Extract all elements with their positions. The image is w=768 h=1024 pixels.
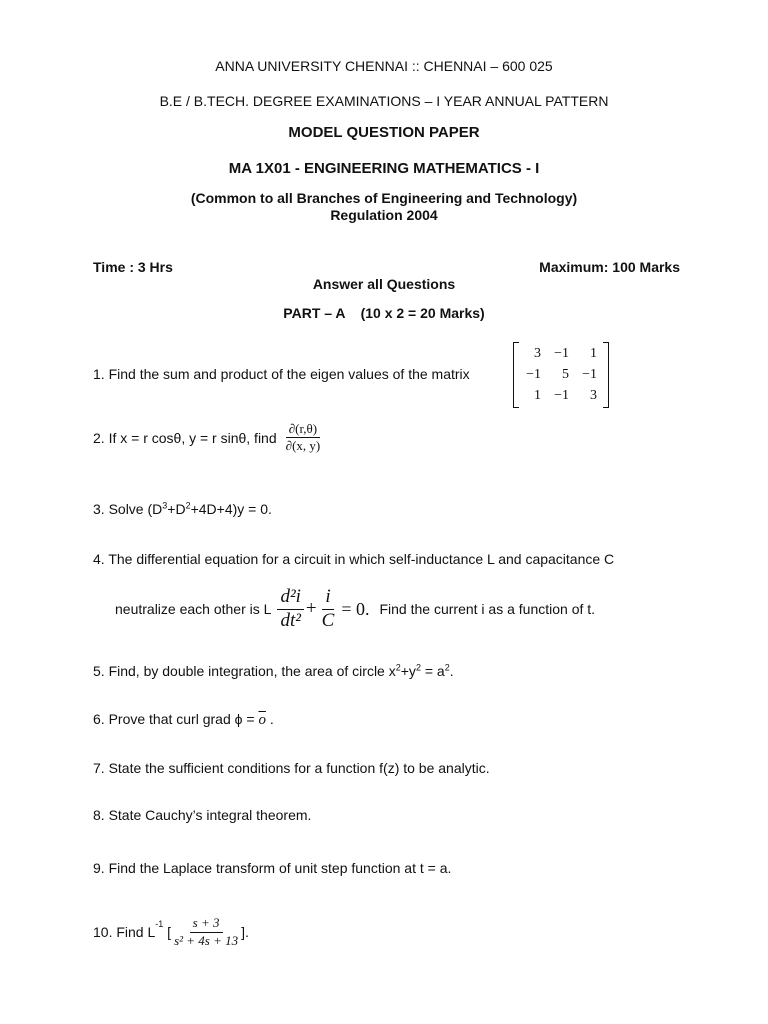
q5-part: .	[449, 663, 454, 679]
laplace-fraction	[171, 916, 241, 948]
matrix-cell: 5	[562, 367, 569, 382]
second-derivative-fraction	[277, 587, 303, 632]
matrix-cell: −1	[582, 367, 597, 382]
question-10: 10. Find L $^{-1}$ [ $\frac{s + 3}{\text{s² + 4s + 13}}$ ].	[93, 915, 249, 948]
question-4-line-1: 4. The differential equation for a circuit in which self-inductance L and capacitance C	[93, 551, 615, 567]
q3-power: 3	[162, 500, 168, 511]
exam-title: B.E / B.TECH. DEGREE EXAMINATIONS – I YEAR ANNUAL PATTERN	[159, 93, 609, 109]
q10-part: 10. Find L	[93, 924, 156, 940]
matrix-cell: −1	[554, 346, 569, 361]
max-marks-label: Maximum: 100 Marks	[539, 259, 680, 275]
question-6	[93, 711, 274, 729]
question-9: 9. Find the Laplace transform of unit step function at t = a.	[93, 860, 452, 876]
question-3	[93, 501, 272, 517]
q4-text: Find the current i as a function of t.	[379, 601, 596, 617]
jacobian-fraction	[283, 422, 324, 454]
fraction-denominator: ∂(x, y)	[285, 438, 321, 454]
fraction-denominator: C	[321, 609, 335, 631]
fraction-numerator: d²i	[277, 587, 303, 610]
zero-vector: $\overline{o}$	[258, 712, 266, 728]
fraction-numerator: s + 3	[190, 916, 223, 932]
fraction-denominator: dt²	[280, 609, 301, 631]
q3-part: 3. Solve (D	[93, 501, 163, 517]
paper-type: MODEL QUESTION PAPER	[288, 124, 480, 141]
plus-sign: +	[305, 598, 317, 619]
current-capacitance-fraction	[319, 587, 338, 632]
q5-part: +y	[400, 663, 416, 679]
university-name: ANNA UNIVERSITY CHENNAI :: CHENNAI – 600 025	[215, 58, 553, 74]
question-8: 8. State Cauchy’s integral theorem.	[93, 807, 312, 823]
matrix-right-bracket	[603, 342, 609, 408]
q4-text: neutralize each other is L	[115, 601, 272, 617]
q10-part: ].	[241, 924, 249, 940]
matrix-cell: −1	[554, 388, 569, 403]
question-2-text: 2. If x = r cosθ, y = r sinθ, find	[93, 429, 277, 446]
q3-part: +4D+4)y = 0.	[190, 501, 272, 517]
matrix-cell: 1	[534, 388, 541, 403]
q5-power: 2	[415, 662, 421, 673]
question-7: 7. State the sufficient conditions for a function f(z) to be analytic.	[93, 760, 490, 776]
time-label: Time : 3 Hrs	[93, 259, 173, 275]
question-1: 1. Find the sum and product of the eigen values of the matrix	[93, 366, 470, 382]
matrix-cell: −1	[526, 367, 541, 382]
matrix-cell: 3	[590, 388, 597, 403]
equals-zero: = 0.	[341, 598, 370, 619]
common-note: (Common to all Branches of Engineering and Technology)	[190, 190, 578, 206]
instruction: Answer all Questions	[312, 276, 456, 292]
q3-power: 2	[185, 500, 191, 511]
part-heading: PART – A (10 x 2 = 20 Marks)	[283, 305, 485, 321]
q5-part: = a	[420, 663, 445, 679]
q6-part: .	[269, 711, 274, 727]
question-5	[93, 663, 454, 679]
matrix-cell: 1	[590, 346, 597, 361]
question-2	[93, 422, 323, 454]
matrix-cell: 3	[534, 346, 541, 361]
fraction-numerator: ∂(r,θ)	[286, 422, 320, 438]
q6-part: 6. Prove that curl grad ϕ =	[93, 711, 255, 727]
q5-power: 2	[444, 662, 450, 673]
q5-power: 2	[395, 662, 401, 673]
q5-part: 5. Find, by double integration, the area of circle x	[93, 663, 396, 679]
fraction-denominator: s² + 4s + 13	[174, 932, 239, 948]
matrix	[513, 342, 609, 406]
q10-part: [	[163, 924, 172, 940]
q3-part: +D	[167, 501, 186, 517]
regulation: Regulation 2004	[330, 207, 438, 223]
fraction-numerator: i	[322, 587, 333, 610]
subject-title: MA 1X01 - ENGINEERING MATHEMATICS - I	[228, 160, 540, 177]
question-4-line-2	[115, 583, 595, 635]
